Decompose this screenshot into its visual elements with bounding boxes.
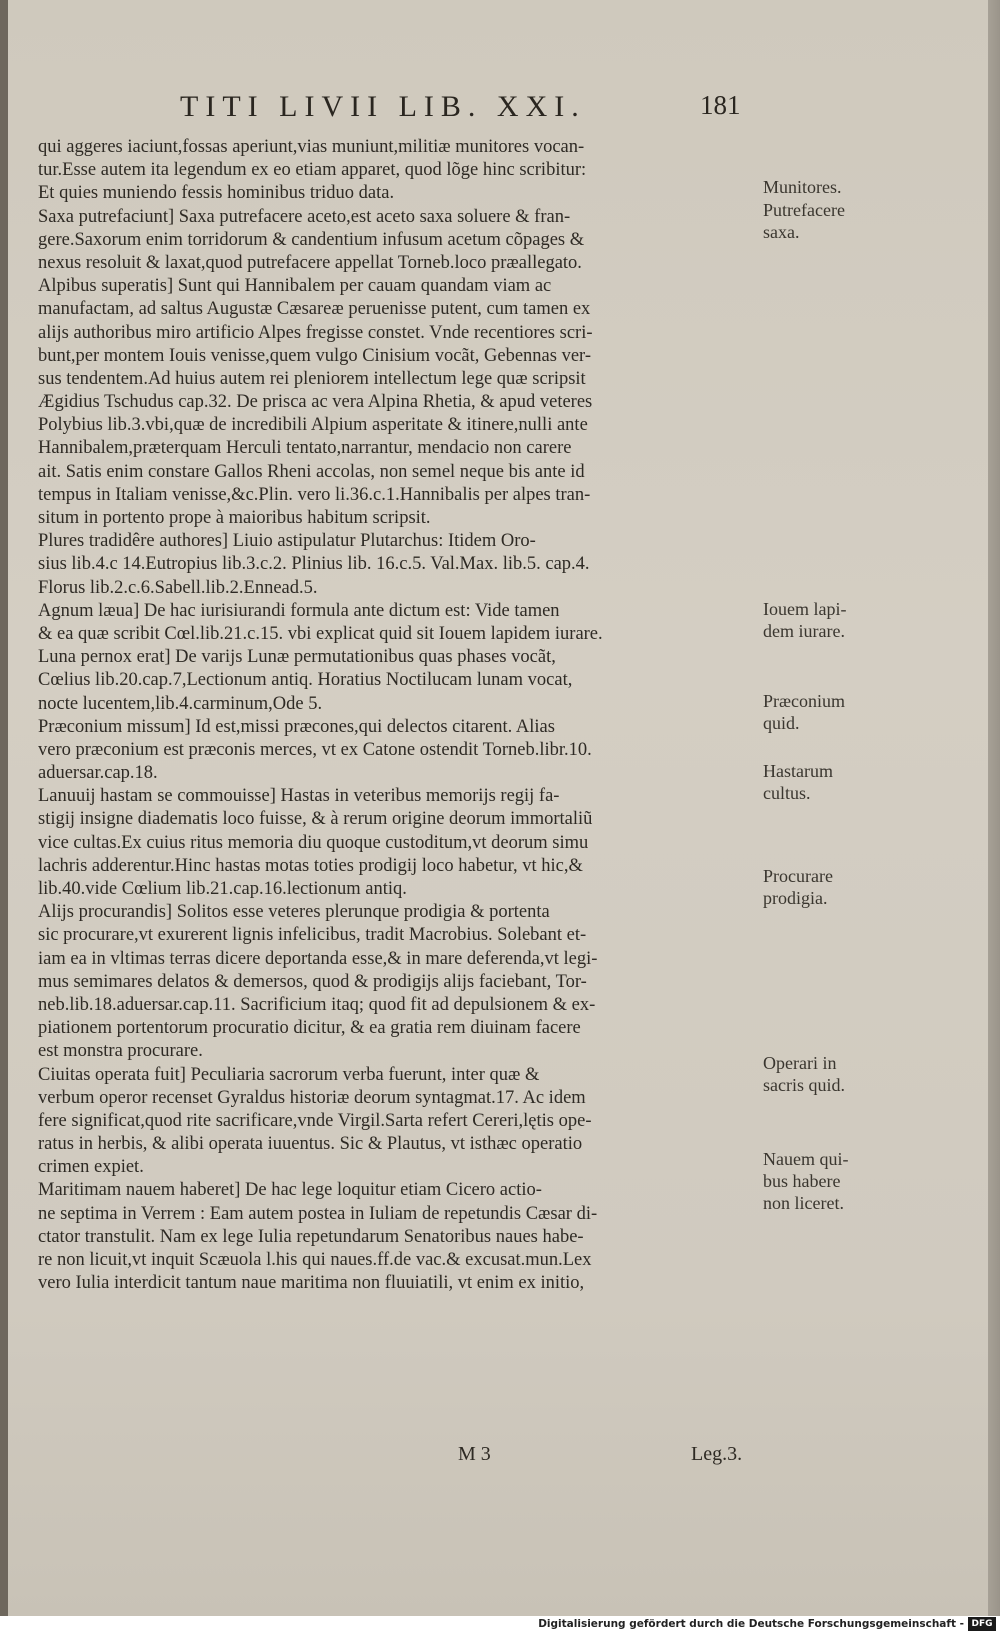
text-line: Agnum læua] De hac iurisiurandi formula ante dictum est: Vide tamen (38, 600, 560, 621)
body-text (38, 136, 738, 1295)
margin-note-line: non liceret. (763, 1193, 844, 1213)
text-line: nocte lucentem,lib.4.carminum,Ode 5. (38, 693, 323, 714)
margin-note-line: Putrefacere (763, 200, 845, 220)
book-page (8, 0, 988, 1625)
text-line: & ea quæ scribit Cœl.lib.21.c.15. vbi explicat quid sit Iouem lapidem iurare. (38, 623, 603, 644)
text-line: est monstra procurare. (38, 1041, 203, 1062)
text-line: vero Iulia interdicit tantum naue maritima non fluuiatili, vt enim ex initio, (38, 1273, 585, 1294)
text-line: tempus in Italiam venisse,&c.Plin. vero li.36.c.1.Hannibalis per alpes tran- (38, 484, 591, 505)
text-line: aduersar.cap.18. (38, 763, 158, 784)
margin-note-putrefacere (763, 199, 883, 243)
margin-note-line: saxa. (763, 222, 800, 242)
margin-note-praeconium (763, 690, 883, 734)
margin-note-line: cultus. (763, 783, 811, 803)
page-header (8, 90, 988, 130)
margin-note-line: Operari in (763, 1053, 837, 1073)
running-title: TITI LIVII LIB. XXI. (180, 90, 586, 123)
margin-note-line: quid. (763, 713, 800, 733)
text-line: lib.40.vide Cœlium lib.21.cap.16.lectionum antiq. (38, 879, 407, 899)
margin-note-line: Munitores. (763, 177, 842, 197)
text-line: Hannibalem,præterquam Herculi tentato,narrantur, mendacio non carere (38, 438, 572, 459)
margin-note-line: sacris quid. (763, 1075, 845, 1095)
text-line: situm in portento prope à maioribus habitum scripsit. (38, 508, 431, 528)
margin-note-munitores (763, 176, 883, 198)
text-line: lachris adderentur.Hinc hastas motas toties prodigij loco habetur, vt hic,& (38, 855, 583, 876)
margin-note-operari (763, 1052, 883, 1096)
margin-note-line: prodigia. (763, 888, 828, 908)
margin-note-hastarum (763, 760, 883, 804)
margin-note-line: Procurare (763, 866, 833, 886)
text-line: Saxa putrefaciunt] Saxa putrefacere aceto,est aceto saxa soluere & fran- (38, 206, 571, 227)
page-number: 181 (700, 90, 741, 120)
catchword: Leg.3. (691, 1443, 743, 1465)
text-line: Polybius lib.3.vbi,quæ de incredibili Alpium asperitate & itinere,nulli ante (38, 415, 588, 436)
book-edge (0, 0, 8, 1633)
text-line: Alpibus superatis] Sunt qui Hannibalem per cauam quandam viam ac (38, 276, 552, 297)
margin-note-line: dem iurare. (763, 621, 845, 641)
margin-note-line: Iouem lapi- (763, 599, 847, 619)
text-line: piationem portentorum procuratio dicitur, & ea gratia rem diuinam facere (38, 1018, 581, 1039)
text-line: vice cultas.Ex cuius ritus memoria diu quoque custoditum,vt deorum simu (38, 832, 589, 853)
funding-notice: Digitalisierung gefördert durch die Deutsche Forschungsgemeinschaft - (538, 1618, 964, 1630)
margin-note-line: Præconium (763, 691, 846, 711)
text-line: iam ea in vltimas terras dicere deportanda esse,& in mare deferenda,vt legi- (38, 948, 598, 969)
margin-note-iouem-lapidem (763, 598, 883, 642)
text-line: stigij insigne diadematis loco fuisse, & à rerum origine deorum immortaliũ (38, 809, 593, 830)
text-line: qui aggeres iaciunt,fossas aperiunt,vias muniunt,militiæ munitores vocan- (38, 137, 585, 157)
text-line: Florus lib.2.c.6.Sabell.lib.2.Ennead.5. (38, 577, 318, 598)
text-line: mus semimares delatos & demersos, quod & prodigijs alijs faciebant, Tor- (38, 971, 587, 992)
text-line: Lanuuij hastam se commouisse] Hastas in veteribus memorijs regij fa- (38, 786, 560, 807)
text-line: crimen expiet. (38, 1157, 144, 1178)
text-line: alijs authoribus miro artificio Alpes fregisse constet. Vnde recentiores scri- (38, 322, 593, 343)
text-line: Luna pernox erat] De varijs Lunæ permutationibus quas phases vocãt, (38, 647, 556, 668)
text-line: Cœlius lib.20.cap.7,Lectionum antiq. Horatius Noctilucam lunam vocat, (38, 670, 573, 691)
margin-note-line: bus habere (763, 1171, 841, 1191)
text-line: Alijs procurandis] Solitos esse veteres plerunque prodigia & portenta (38, 902, 550, 923)
text-line: verbum operor recenset Gyraldus historiæ deorum syntagmat.17. Ac idem (38, 1087, 586, 1108)
text-line: Ciuitas operata fuit] Peculiaria sacrorum verba fuerunt, inter quæ & (38, 1064, 540, 1085)
text-line: manufactam, ad saltus Augustæ Cæsareæ peruenisse putent, cum tamen ex (38, 299, 591, 320)
text-line: Et quies muniendo fessis hominibus triduo data. (38, 183, 395, 204)
signature-line (8, 1443, 988, 1473)
margin-note-nauem (763, 1148, 883, 1214)
text-line: Plures tradidêre authores] Liuio astipulatur Plutarchus: Itidem Oro- (38, 531, 536, 552)
text-line: gere.Saxorum enim torridorum & candentium infusum acetum cõpages & (38, 229, 585, 250)
text-line: ctator transtulit. Nam ex lege Iulia repetundarum Senatoribus naues habe- (38, 1226, 584, 1247)
text-line: ait. Satis enim constare Gallos Rheni accolas, non semel neque bis ante id (38, 461, 585, 482)
text-line: Maritimam nauem haberet] De hac lege loquitur etiam Cicero actio- (38, 1180, 542, 1201)
text-line: vero præconium est præconis merces, vt ex Catone ostendit Torneb.libr.10. (38, 739, 592, 760)
text-line: re non licuit,vt inquit Scæuola l.his qui naues.ff.de vac.& excusat.mun.Lex (38, 1250, 592, 1270)
text-line: sius lib.4.c 14.Eutropius lib.3.c.2. Plinius lib. 16.c.5. Val.Max. lib.5. cap.4. (38, 554, 590, 575)
margin-note-line: Hastarum (763, 761, 833, 781)
margin-note-line: Nauem qui- (763, 1149, 849, 1169)
text-line: nexus resoluit & laxat,quod putrefacere appellat Torneb.loco præallegato. (38, 252, 582, 273)
signature-mark: M 3 (458, 1443, 491, 1465)
text-line: sic procurare,vt exurerent lignis infelicibus, tradit Macrobius. Solebant et- (38, 925, 587, 946)
text-line: ne septima in Verrem : Eam autem postea in Iuliam de repetundis Cæsar di- (38, 1203, 598, 1224)
text-line: Præconium missum] Id est,missi præcones,qui delectos citarent. Alias (38, 716, 555, 737)
text-line: Ægidius Tschudus cap.32. De prisca ac vera Alpina Rhetia, & apud veteres (38, 392, 593, 413)
margin-note-procurare (763, 865, 883, 909)
text-line: sus tendentem.Ad huius autem rei pleniorem intellectum lege quæ scripsit (38, 368, 586, 389)
text-line: tur.Esse autem ita legendum ex eo etiam apparet, quod lõge hinc scribitur: (38, 160, 587, 181)
text-line: ratus in herbis, & alibi operata iuuentus. Sic & Plautus, vt isthæc operatio (38, 1134, 583, 1155)
text-line: fere significat,quod rite sacrificare,vnde Virgil.Sarta refert Cereri,lętis ope- (38, 1110, 592, 1131)
dfg-logo: DFG (968, 1617, 996, 1631)
text-line: neb.lib.18.aduersar.cap.11. Sacrificium itaq; quod fit ad depulsionem & ex- (38, 994, 596, 1015)
text-line: bunt,per montem Iouis venisse,quem vulgo Cinisium vocãt, Gebennas ver- (38, 345, 591, 366)
